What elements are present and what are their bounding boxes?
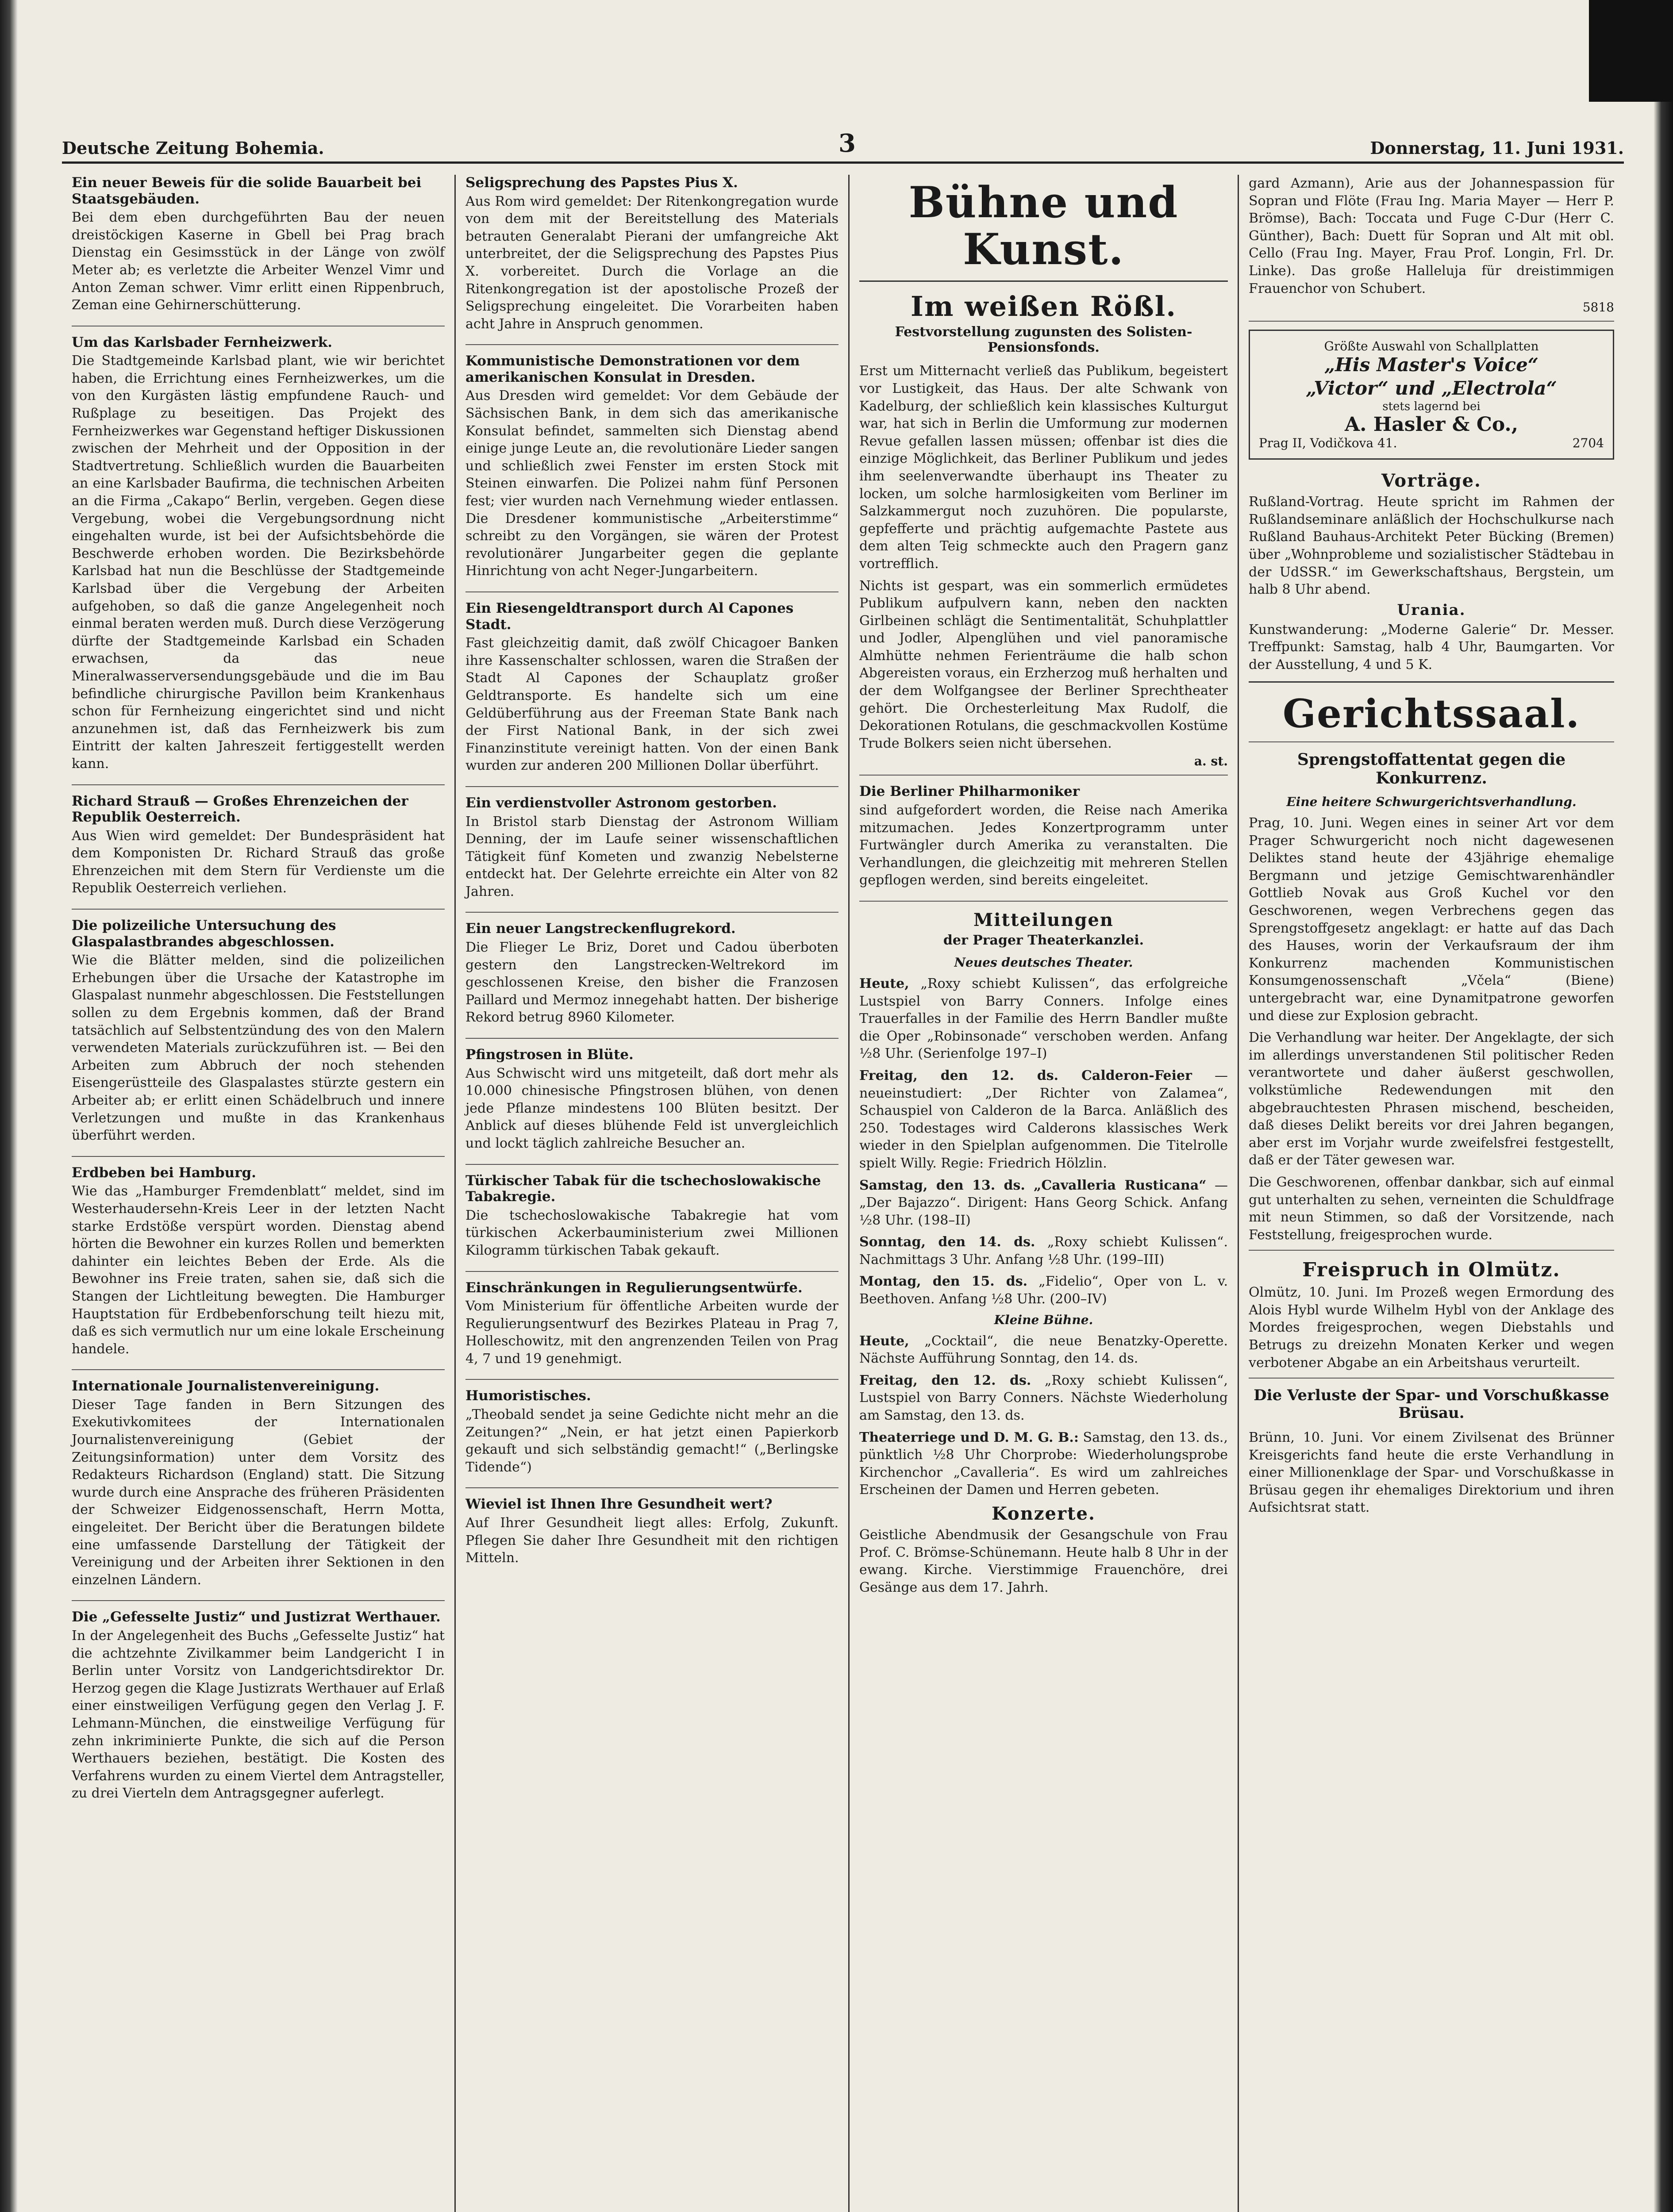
listing-item-body: — „Der Bajazzo“. Dirigent: Hans Georg Schick. Anfang ½8 Uhr. (198–II): [859, 1177, 1228, 1228]
article-body: Aus Schwischt wird uns mitgeteilt, daß dort mehr als 10.000 chinesische Pfingstrosen blühen, von denen jede Pflanze mindestens 100 Blüten besitzt. Der Anblick auf dieses blühende Feld ist unvergleichlich und lockt täglich zahlreiche Besucher an.: [465, 1065, 838, 1151]
article-body: „Theobald sendet ja seine Gedichte nicht mehr an die Zeitungen?“ „Nein, er hat jetzt einen Papierkorb gekauft und sich selbständig gemacht!“ („Berlingske Tidende“): [465, 1407, 838, 1475]
article-body: Die Flieger Le Briz, Doret und Cadou überboten gestern den Langstrecken-Weltrekord im geschlossenen Kreise, den bisher die Franzosen Paillard und Mermoz innegehabt hatten. Der bisherige Rekord betrug 8960 Kilometer.: [465, 940, 838, 1025]
record-shop-advertisement: [1249, 330, 1614, 460]
divider: [1249, 1378, 1614, 1379]
page-number: 3: [838, 129, 856, 158]
divider: [1249, 741, 1614, 742]
philharmoniker-headline: Die Berliner Philharmoniker: [859, 783, 1080, 800]
gericht-subheadline: Eine heitere Schwurgerichtsverhandlung.: [1286, 795, 1577, 810]
listing-item: [859, 1333, 1228, 1367]
divider: [72, 1369, 445, 1370]
column-1: [62, 175, 456, 2212]
article: [72, 175, 445, 314]
divider: [465, 786, 838, 787]
article-headline: Kommunistische Demonstrationen vor dem amerikanischen Konsulat in Dresden.: [465, 353, 800, 385]
article-headline: Einschränkungen in Regulierungsentwürfe.: [465, 1279, 803, 1296]
article-body: In der Angelegenheit des Buchs „Gefesselte Justiz“ hat die achtzehnte Zivilkammer beim Landgericht I in Berlin unter Vorsitz von Landgerichtsdirektor Dr. Herzog gegen die Klage Justizrats Werthauer auf Erlaß einer einstweiligen Verfügung gegen den Verlag J. F. Lehmann-München, die einstweilige Verfügung für zehn inkriminierte Punkte, die sich auf die Person Werthauers beziehen, bestätigt. Die Kosten des Verfahrens wurden zu einem Viertel dem Antragsteller, zu drei Vierteln dem Antragsgegner auferlegt.: [72, 1628, 445, 1801]
issue-date: Donnerstag, 11. Juni 1931.: [1370, 138, 1624, 158]
urania-title: Urania.: [1397, 601, 1466, 619]
listing-item: [859, 1372, 1228, 1425]
article-headline: Richard Strauß — Großes Ehrenzeichen der Republik Oesterreich.: [72, 793, 408, 826]
listing-item: [859, 1273, 1228, 1308]
listing-item-head: Freitag, den 12. ds.: [859, 1372, 1031, 1388]
article-headline: Erdbeben bei Hamburg.: [72, 1164, 256, 1181]
divider: [859, 775, 1228, 776]
listing-item-body: „Roxy schiebt Kulissen“, Lustspiel von Barry Conners. Nächste Wiederholung am Samstag, den 13. ds.: [859, 1372, 1228, 1424]
article: [72, 1609, 445, 1802]
article-body: Vom Ministerium für öffentliche Arbeiten wurde der Regulierungsentwurf des Bezirkes Plateau in Prag 7, Holleschowitz, mit den angrenzenden Teilen von Prag 4, 7 und 19 genehmigt.: [465, 1298, 838, 1367]
article-body: Auf Ihrer Gesundheit liegt alles: Erfolg, Zukunft. Pflegen Sie daher Ihre Gesundheit mit den richtigen Mitteln.: [465, 1515, 838, 1566]
article-body: Aus Wien wird gemeldet: Der Bundespräsident hat dem Komponisten Dr. Richard Strauß das große Ehrenzeichen mit dem Stern für Verdienste um die Republik Oesterreich verliehen.: [72, 828, 445, 896]
divider: [1249, 681, 1614, 683]
theater-listing: [859, 975, 1228, 1308]
concert-program-continued: gard Azmann), Arie aus der Johannespassion für Sopran und Flöte (Frau Ing. Maria Mayer — Herr P. Brömse), Bach: Toccata und Fuge C-Dur (Herr C. Günther), Bach: Duett für Sopran und Alt mit obl. Cello (Frau Ing. Mayer, Frau Prof. Longin, Frl. Dr. Linke). Das große Halleluja für dreistimmigen Frauenchor von Schubert.: [1249, 176, 1614, 296]
divider: [859, 901, 1228, 902]
feature-caption: Festvorstellung zugunsten des Solisten-Pensionsfonds.: [895, 324, 1192, 356]
divider: [465, 1487, 838, 1488]
ad-line-3: „Victor“ und „Electrola“: [1306, 377, 1557, 399]
divider: [72, 1156, 445, 1157]
olmuetz-title: Freispruch in Olmütz.: [1302, 1259, 1561, 1282]
article-body: Bei dem eben durchgeführten Bau der neuen dreistöckigen Kaserne in Gbell bei Prag brach Dienstag ein Gesimsstück in der Länge von zwölf Meter ab; es verletzte die Arbeiter Wenzel Vimr und Anton Zeman schwer. Vimr erlitt einen Rippenbruch, Zeman eine Gehirnerschütterung.: [72, 210, 445, 313]
article-columns: [62, 175, 1624, 2212]
listing-item-body: Samstag, den 13. ds., pünktlich ½8 Uhr Chorprobe: Wiederholungsprobe Kirchenchor „Cavalleria“. Es wird um zahlreiches Erscheinen der Damen und Herren gebeten.: [859, 1429, 1228, 1498]
column-4: [1239, 175, 1624, 2212]
feature-signature: a. st.: [1194, 754, 1228, 769]
ad-number: 2704: [1572, 436, 1604, 451]
article-body: Aus Rom wird gemeldet: Der Ritenkongregation wurde von dem mit der Bereitstellung des Materials betrauten Generalabt Pierani der umfangreiche Akt unterbreitet, der die Seligsprechung des Papstes Pius X. vorbereitet. Durch die Vorlage an die Ritenkongregation ist der apostolische Prozeß der Seligsprechung eingeleitet. Die Vorarbeiten haben acht Jahre in Anspruch genommen.: [465, 193, 838, 332]
mitteilungen-subtitle: der Prager Theaterkanzlei.: [943, 932, 1144, 948]
gericht-body-3: Die Geschworenen, offenbar dankbar, sich auf einmal gut unterhalten zu sehen, verneinten die Schuldfrage mit neun Stimmen, so daß der Vorsitzende, nach Feststellung, freigesprochen wurde.: [1249, 1174, 1614, 1243]
divider: [465, 344, 838, 345]
feature-body-2: Nichts ist gespart, was ein sommerlich ermüdetes Publikum aufpulvern kann, neben den nackten Girlbeinen schlägt die Sentimentalität, Schuhplattler und Jodler, Alpenglühen und viel panoramische Almhütte nehmen Ferienträume die halb schon Abgereisten voraus, ein Erzherzog muß herhalten und der dem Wolfgangsee der Berliner Sprechtheater gehört. Die Orchesterleitung Max Rudolf, die Dekorationen Rotulans, die geschmackvollen Kostüme Trude Bolkers seien nicht übersehen.: [859, 578, 1228, 751]
article-headline: Ein verdienstvoller Astronom gestorben.: [465, 795, 777, 811]
article-headline: Um das Karlsbader Fernheizwerk.: [72, 334, 333, 350]
article: [465, 353, 838, 580]
scan-edge-left: [0, 0, 18, 2212]
column-3: [850, 175, 1239, 2212]
vortraege-title: Vorträge.: [1381, 470, 1481, 492]
article-body: Fast gleichzeitig damit, daß zwölf Chicagoer Banken ihre Kassenschalter schlossen, waren die Straßen der Stadt Al Capones der Schauplatz großer Geldtransporte. Es handelte sich um eine Geldüberführung aus der Freeman State Bank nach der First National Bank, in der sich zwei Finanzinstitute vereinigt hatten. Von der einen Bank wurden zur anderen 200 Millionen Dollar überführt.: [465, 635, 838, 774]
article-body: In Bristol starb Dienstag der Astronom William Denning, der im Laufe seiner wissenschaftlichen Tätigkeit fünf Kometen und zwanzig Nebelsterne entdeckt hat. Der Gelehrte erreichte ein Alter von 82 Jahren.: [465, 814, 838, 899]
article-headline: Internationale Journalistenvereinigung.: [72, 1378, 380, 1394]
newspaper-name: Deutsche Zeitung Bohemia.: [62, 138, 324, 158]
article: [465, 600, 838, 775]
article-body: Wie das „Hamburger Fremdenblatt“ meldet, sind im Westerhaudersehn-Kreis Leer in der letzten Nacht starke Erdstöße verspürt worden. Dienstag abend hörten die Bewohner ein kurzes Rollen und bemerkten dahinter ein leichtes Beben der Erde. Als die Bewohner ins Freie traten, sahen sie, daß sich die Stangen der Lichtleitung bewegten. Die Hamburger Hauptstation für Erdbebenforschung teilt hiezu mit, daß es sich vermutlich nur um eine lokale Erscheinung handele.: [72, 1183, 445, 1357]
article: [72, 918, 445, 1144]
article-headline: Ein Riesengeldtransport durch Al Capones Stadt.: [465, 600, 794, 633]
article: [72, 1165, 445, 1358]
divider: [1249, 321, 1614, 322]
section-title-gerichtssaal: Gerichtssaal.: [1282, 691, 1581, 737]
ad-line-2: „His Master's Voice“: [1324, 354, 1538, 376]
article: [465, 1280, 838, 1368]
ad-line-4: stets lagernd bei: [1382, 400, 1481, 414]
listing-item-head: Sonntag, den 14. ds.: [859, 1234, 1035, 1250]
kleine-buehne-listing: [859, 1333, 1228, 1499]
listing-item: [859, 1067, 1228, 1172]
article: [465, 1047, 838, 1152]
listing-item-body: „Fidelio“, Oper von L. v. Beethoven. Anfang ½8 Uhr. (200–IV): [859, 1274, 1228, 1307]
listing-item-body: „Roxy schiebt Kulissen“, das erfolgreiche Lustspiel von Barry Conners. Infolge eines Trauerfalles in der Familie des Herrn Bandler mußte die Oper „Robinsonade“ verschoben werden. Anfang ½8 Uhr. (Serienfolge 197–I): [859, 975, 1228, 1062]
gericht-body-2: Die Verhandlung war heiter. Der Angeklagte, der sich im allerdings unverstandenen Stil politischer Reden verantwortete und daher äußerst geschwollen, volkstümliche Redewendungen mit den abgebrauchtesten Phrasen mischend, bescheiden, daß dieses Delikt bereits vor drei Jahren begangen, aber erst im Vorjahr wurde zweifelsfrei festgestellt, daß er der Täter gewesen war.: [1249, 1030, 1614, 1168]
divider: [1249, 1250, 1614, 1251]
listing-item: [859, 975, 1228, 1063]
article-body: Die tschechoslowakische Tabakregie hat vom türkischen Ackerbauministerium zwei Millionen Kilogramm türkischen Tabak gekauft.: [465, 1207, 838, 1258]
scan-corner: [1589, 0, 1673, 102]
article-headline: Die polizeiliche Untersuchung des Glaspalastbrandes abgeschlossen.: [72, 918, 336, 950]
article: [72, 1378, 445, 1589]
olmuetz-body: Olmütz, 10. Juni. Im Prozeß wegen Ermordung des Alois Hybl wurde Wilhelm Hybl von der Anklage des Mordes freigesprochen, wegen Diebstahls und Betrugs zu dreizehn Monaten Kerker und wegen verbotener Abgabe an ein Arbeitshaus verurteilt.: [1249, 1285, 1614, 1371]
article: [465, 1173, 838, 1260]
gericht-headline: Sprengstoffattentat gegen die Konkurrenz.: [1297, 750, 1566, 788]
mitteilungen-title: Mitteilungen: [973, 909, 1114, 930]
page-header: [62, 129, 1624, 164]
gericht-body: Prag, 10. Juni. Wegen eines in seiner Art vor dem Prager Schwurgericht noch nicht dagewesenen Deliktes stand heute der 43jährige ehemalige Bergmann und jetzige Gemischtwarenhändler Gottlieb Novak aus Groß Kuchel vor den Geschworenen, wegen Verbrechens gegen das Sprengstoffgesetz angeklagt: er hatte auf das Dach des Hauses, worin der Verkaufsraum der ihm Konkurrenz machenden Kommunistischen Konsumgenossenschaft „Včela“ (Biene) untergebracht war, eine Dynamitpatrone geworfen und diese zur Explosion gebracht.: [1249, 815, 1614, 1024]
listing-item-head: Samstag, den 13. ds. „Cavalleria Rusticana“: [859, 1177, 1207, 1193]
article: [465, 795, 838, 901]
listing-item-head: Montag, den 15. ds.: [859, 1274, 1028, 1290]
ad-line-1: Größte Auswahl von Schallplatten: [1324, 339, 1539, 354]
article-body: Dieser Tage fanden in Bern Sitzungen des Exekutivkomitees der Internationalen Journalistenvereinigung (Gebiet der Zeitungsinformation) unter dem Vorsitz des Redakteurs Richardson (England) statt. Die Sitzung wurde durch eine Ansprache des früheren Präsidenten der Schweizer Eidgenossenschaft, Herrn Motta, eingeleitet. Der Bericht über die Beratungen bildete eine umfassende Darstellung der Tätigkeit der Vereinigung und der Arbeiten ihrer Sektionen in den einzelnen Ländern.: [72, 1397, 445, 1588]
philharmoniker-body: sind aufgefordert worden, die Reise nach Amerika mitzumachen. Jedes Konzertprogramm unter Furtwängler durch Amerika zu veranstalten. Die Verhandlungen, die gleichzeitig mit mehreren Stellen gepflogen werden, sind bereits eingeleitet.: [859, 803, 1228, 888]
listing-item-body: — neueinstudiert: „Der Richter von Zalamea“, Schauspiel von Calderon de la Barca. Anläßlich des 250. Todestages wird Calderons klassisches Werk wieder in den Spielplan aufgenommen. Die Titelrolle spielt Willy. Regie: Friedrich Hölzlin.: [859, 1068, 1228, 1171]
divider: [72, 1600, 445, 1601]
scan-edge-right: [1654, 0, 1673, 2212]
article: [465, 1388, 838, 1476]
divider: [859, 280, 1228, 282]
article-headline: Türkischer Tabak für die tschechoslowakische Tabakregie.: [465, 1172, 821, 1205]
article-body: Wie die Blätter melden, sind die polizeilichen Erhebungen über die Ursache der Katastrophe im Glaspalast nunmehr abgeschlossen. Die Feststellungen sollen zu dem Ergebnis kommen, daß der Brand tatsächlich auf Selbstentzündung des von den Malern verwendeten Materials zurückzuführen ist. — Bei den Arbeiten zum Abbruch der noch stehenden Eisengerüstteile des Glaspalastes stürzte gestern ein Arbeiter ab; er erlitt einen Schädelbruch und innere Verletzungen und mußte in das Krankenhaus überführt werden.: [72, 952, 445, 1144]
listing-item: [859, 1429, 1228, 1499]
column-2: [456, 175, 850, 2212]
listing-item-head: Theaterriege und D. M. G. B.:: [859, 1429, 1079, 1445]
article-headline: Ein neuer Langstreckenflugrekord.: [465, 921, 736, 937]
article-body: Aus Dresden wird gemeldet: Vor dem Gebäude der Sächsischen Bank, in dem sich das amerikanische Konsulat befindet, sammelten sich Dienstag abend einige junge Leute an, die revolutionäre Lieder sangen und schließlich zwei Fenster im ersten Stock mit Steinen einwarfen. Die Polizei nahm fünf Personen fest; vier wurden nach Vernehmung wieder entlassen. Die Dresdener kommunistische „Arbeiterstimme“ schreibt zu den Vorgängen, sie wären der Protest revolutionärer Jungarbeiter gegen die geplante Hinrichtung von acht Neger-Jungarbeitern.: [465, 388, 838, 579]
article-headline: Ein neuer Beweis für die solide Bauarbeit bei Staatsgebäuden.: [72, 175, 422, 207]
section-title-buehne-und-kunst: Bühne und Kunst.: [908, 177, 1179, 274]
listing-item-body: „Roxy schiebt Kulissen“. Nachmittags 3 Uhr. Anfang ½8 Uhr. (199–III): [859, 1234, 1228, 1267]
vortraege-body: Rußland-Vortrag. Heute spricht im Rahmen der Rußlandseminare anläßlich der Hochschulkurse nach Rußland Bauhaus-Architekt Peter Bücking (Bremen) über „Wohnprobleme und sozialistischer Städtebau in der UdSSR.“ im Gewerkschaftshaus, Bergstein, um halb 8 Uhr abend.: [1249, 494, 1614, 598]
article-headline: Pfingstrosen in Blüte.: [465, 1047, 634, 1063]
article: [72, 334, 445, 773]
ad-company-name: A. Hasler & Co.,: [1344, 413, 1519, 436]
feature-title: Im weißen Rößl.: [911, 290, 1177, 323]
divider: [465, 1038, 838, 1039]
neues-deutsches-theater-heading: Neues deutsches Theater.: [954, 955, 1133, 970]
article-headline: Seligsprechung des Papstes Pius X.: [465, 175, 738, 191]
listing-item: [859, 1177, 1228, 1229]
divider: [465, 1271, 838, 1272]
listing-item-head: Heute,: [859, 1333, 909, 1349]
article-headline: Wieviel ist Ihnen Ihre Gesundheit wert?: [465, 1496, 773, 1513]
divider: [72, 784, 445, 785]
divider: [465, 591, 838, 592]
sparkasse-title: Die Verluste der Spar- und Vorschußkasse Brüsau.: [1254, 1386, 1609, 1422]
divider: [465, 1379, 838, 1380]
sparkasse-body: Brünn, 10. Juni. Vor einem Zivilsenat des Brünner Kreisgerichts fand heute die erste Verhandlung in einer Millionenklage der Spar- und Vorschußkasse in Brüsau gegen ihr ehemaliges Direktorium und ihren Aufsichtsrat statt.: [1249, 1430, 1614, 1516]
divider: [72, 909, 445, 910]
article-headline: Humoristisches.: [465, 1388, 591, 1404]
article: [465, 175, 838, 333]
article-body: Die Stadtgemeinde Karlsbad plant, wie wir berichtet haben, die Errichtung eines Fernheizwerkes, um die von den Kurgästen lästig empfundene Rauch- und Rußplage zu beseitigen. Das Projekt des Fernheizwerkes war Gegenstand heftiger Diskussionen zwischen der Mehrheit und der Opposition in der Stadtvertretung. Schließlich wurden die Bauarbeiten an eine Karlsbader Baufirma, die technischen Arbeiten an die Firma „Cakapo“ Berlin, vergeben. Gegen diese Vergebung, wobei die Vergebungsordnung nicht eingehalten wurde, ist bei der Aufsichtsbehörde die Beschwerde erhoben worden. Die Bezirksbehörde Karlsbad hat nun die Beschlüsse der Stadtgemeinde Karlsbad über die Vergebung der Arbeiten aufgehoben, so daß die ganze Angelegenheit noch einmal beraten werden muß. Durch diese Verzögerung dürfte der Stadtgemeinde Karlsbad ein Schaden erwachsen, da das neue Mineralwasserversendungsgebäude und die im Bau befindliche chirurgische Pavillon beim Krankenhaus schon für Fernheizung eingerichtet sind und nicht anzunehmen ist, daß das Fernheizwerk bis zum Eintritt der kalten Jahreszeit fertiggestellt werden kann.: [72, 353, 445, 772]
listing-item: [859, 1233, 1228, 1268]
konzerte-title: Konzerte.: [992, 1503, 1096, 1525]
urania-body: Kunstwanderung: „Moderne Galerie“ Dr. Messer. Treffpunkt: Samstag, halb 4 Uhr, Baumgarten. Vor der Ausstellung, 4 und 5 K.: [1249, 622, 1614, 672]
kleine-buehne-heading: Kleine Bühne.: [994, 1312, 1093, 1327]
article-headline: Die „Gefesselte Justiz“ und Justizrat Werthauer.: [72, 1609, 441, 1625]
ad-address: Prag II, Vodičkova 41.: [1259, 436, 1397, 451]
article: [465, 921, 838, 1026]
listing-item-body: „Cocktail“, die neue Benatzky-Operette. Nächste Aufführung Sonntag, den 14. ds.: [859, 1333, 1228, 1367]
article: [465, 1496, 838, 1567]
divider: [465, 912, 838, 913]
divider: [465, 1164, 838, 1165]
ad-address-row: [1259, 436, 1604, 450]
ad-number: 5818: [1582, 300, 1614, 315]
listing-item-head: Heute,: [859, 975, 909, 991]
listing-item-head: Freitag, den 12. ds. Calderon-Feier: [859, 1068, 1192, 1083]
article: [72, 793, 445, 898]
konzerte-body: Geistliche Abendmusik der Gesangschule von Frau Prof. C. Brömse-Schünemann. Heute halb 8 Uhr in der ewang. Kirche. Vierstimmige Frauenchöre, drei Gesänge aus dem 17. Jahrh.: [859, 1527, 1228, 1595]
feature-body: Erst um Mitternacht verließ das Publikum, begeistert vor Lustigkeit, das Haus. Der alte Schwank von Kadelburg, der schließlich kein klassisches Kulturgut war, hat sich in Berlin die Umformung zur modernen Revue gefallen lassen müssen; offenbar ist dies die einzige Möglichkeit, das Berliner Publikum und jedes ihm seelenverwandte überhaupt ins Theater zu locken, um solche harmlosigkeiten vom Berliner im Salzkammergut noch zuzuhören. Die popularste, gepfefferte und prächtig aufgemachte Pastete aus dem alten Teig schmeckte auch den Pragern ganz vortrefflich.: [859, 363, 1228, 572]
